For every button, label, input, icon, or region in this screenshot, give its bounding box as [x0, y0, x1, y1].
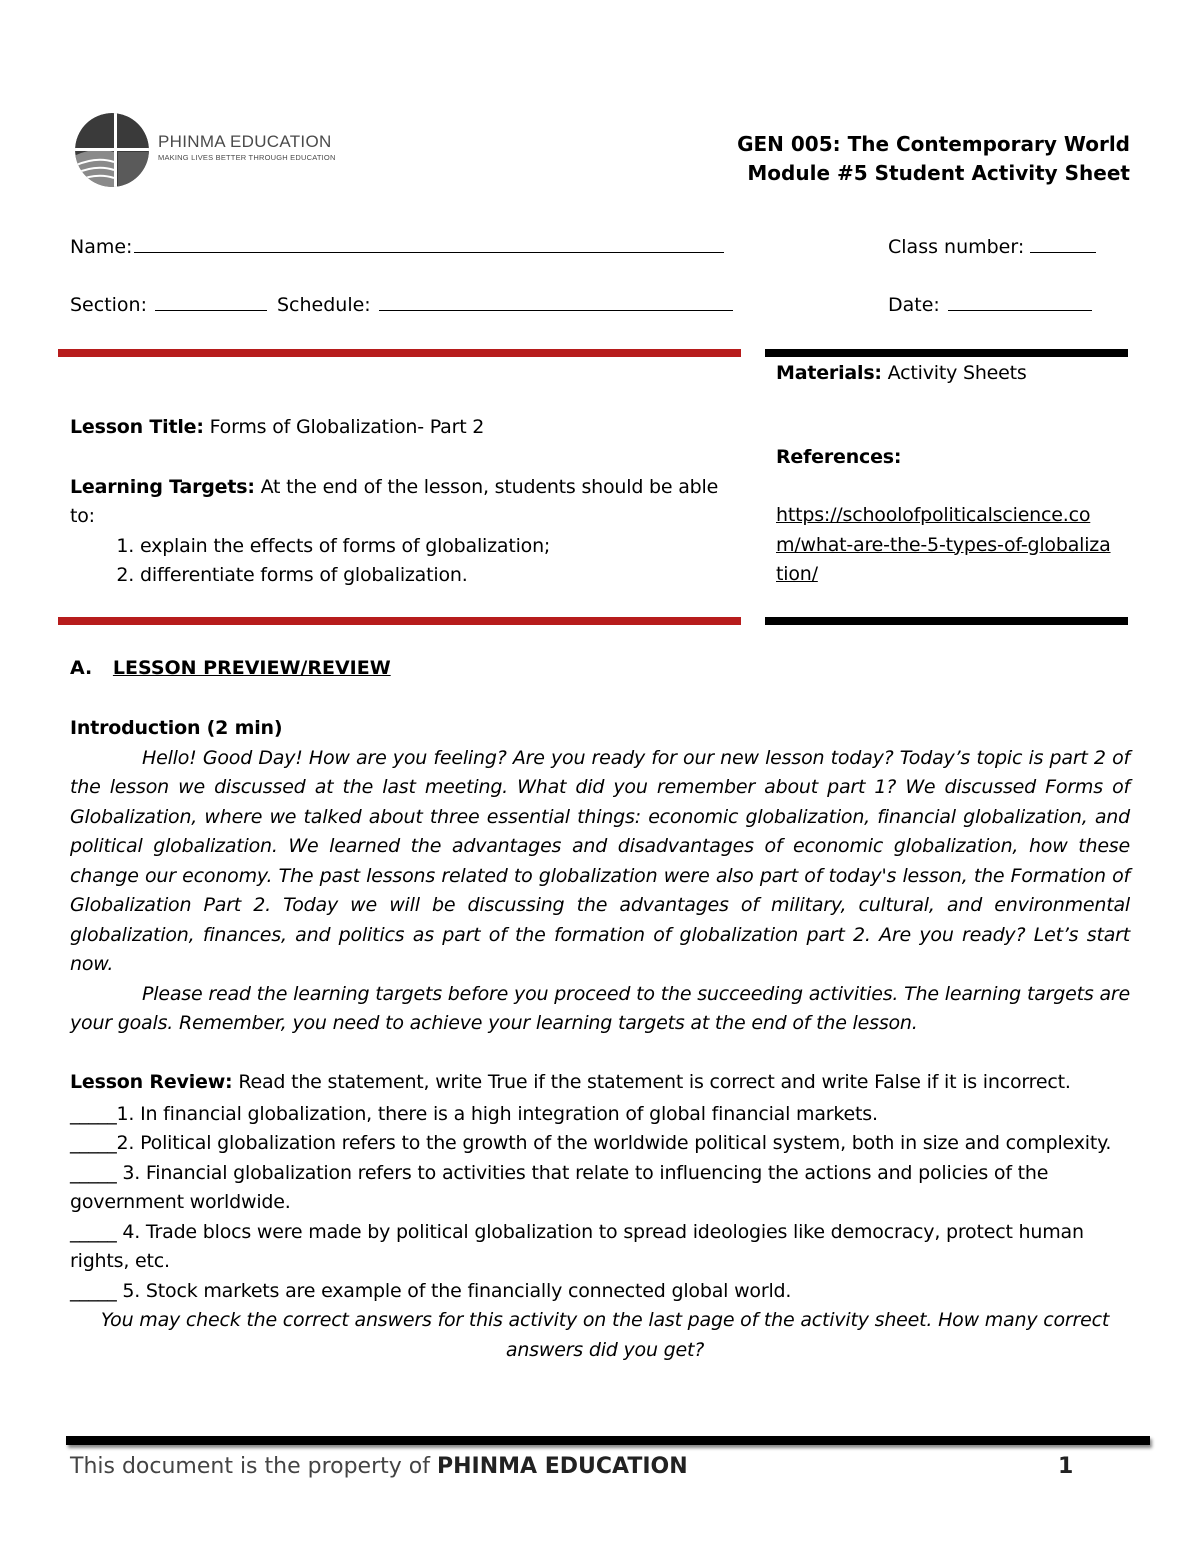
name-field[interactable] — [70, 234, 724, 258]
learning-targets — [70, 473, 730, 532]
date-field[interactable] — [888, 292, 1092, 316]
review-item[interactable]: _____ 5. Stock markets are example of the financially connected global world. — [70, 1279, 792, 1302]
review-instruction-line — [70, 1068, 1140, 1098]
section-label: Section: — [70, 294, 147, 316]
logo-text — [158, 132, 336, 162]
section-a-heading — [70, 657, 391, 679]
section-a-letter: A. — [70, 657, 93, 679]
review-closing: You may check the correct answers for this activity on the last page of the activity sheet. How many correct answers did you get? — [100, 1309, 1110, 1361]
materials — [776, 359, 1116, 389]
class-number-blank[interactable] — [1030, 234, 1096, 253]
lesson-title — [70, 413, 730, 443]
class-number-label: Class number: — [888, 236, 1025, 258]
course-subtitle: Module #5 Student Activity Sheet — [747, 161, 1130, 185]
learning-targets-label: Learning Targets: — [70, 475, 255, 498]
divider-bottom-black — [765, 617, 1128, 625]
learning-target-item: 2. differentiate forms of globalization. — [140, 561, 730, 591]
divider-top-black — [765, 349, 1128, 357]
footer-text — [70, 1454, 688, 1479]
divider-top-red — [58, 349, 741, 357]
lesson-review — [70, 1068, 1140, 1365]
logo-tagline: MAKING LIVES BETTER THROUGH EDUCATION — [158, 153, 336, 162]
schedule-label: Schedule: — [277, 294, 371, 316]
intro-paragraph-2: Please read the learning targets before you proceed to the succeeding activities. The learning targets are your goals. Remember, you need to achieve your learning targets at the end of the lesson. — [70, 982, 1130, 1034]
course-title: GEN 005: The Contemporary World — [737, 132, 1130, 156]
lesson-info — [70, 413, 730, 591]
review-item[interactable]: _____ 3. Financial globalization refers to activities that relate to influencing the actions and policies of the government worldwide. — [70, 1161, 1049, 1213]
section-blank[interactable] — [155, 292, 267, 311]
footer-brand: PHINMA EDUCATION — [436, 1454, 688, 1479]
review-instruction: Read the statement, write True if the statement is correct and write False if it is incorrect. — [238, 1071, 1071, 1093]
name-blank[interactable] — [134, 234, 724, 253]
section-field[interactable] — [70, 292, 267, 316]
page-number: 1 — [1058, 1454, 1074, 1479]
learning-target-item: 1. explain the effects of forms of globalization; — [140, 532, 730, 562]
date-label: Date: — [888, 294, 940, 316]
section-a-title: LESSON PREVIEW/REVIEW — [112, 657, 391, 679]
footer-bar — [66, 1436, 1150, 1445]
materials-references — [776, 359, 1116, 590]
divider-bottom-red — [58, 617, 741, 625]
footer-text-prefix: This document is the property of — [70, 1454, 437, 1479]
review-item[interactable]: _____ 4. Trade blocs were made by political globalization to spread ideologies like democracy, protect human rights, etc. — [70, 1220, 1084, 1272]
schedule-field[interactable] — [277, 292, 733, 316]
intro-paragraph-1: Hello! Good Day! How are you feeling? Are you ready for our new lesson today? Today’s topic is part 2 of the lesson we discussed at the last meeting. What did you remember about part 1? We discussed Forms of Globalization, where we talked about three essential things: economic globalization, financial globalization, and political globalization. We learned the advantages and disadvantages of economic globalization, how these change our economy. The past lessons related to globalization were also part of today's lesson, the Formation of Globalization Part 2. Today we will be discussing the advantages of military, cultural, and environmental globalization, finances, and politics as part of the formation of globalization part 2. Are you ready? Let’s start now. — [70, 746, 1130, 975]
date-blank[interactable] — [948, 292, 1092, 311]
schedule-blank[interactable] — [379, 292, 733, 311]
materials-label: Materials: — [776, 362, 882, 384]
course-header — [737, 130, 1130, 188]
logo-name: PHINMA EDUCATION — [158, 132, 332, 151]
name-label: Name: — [70, 236, 133, 258]
learning-targets-list — [70, 532, 730, 591]
intro-heading: Introduction (2 min) — [70, 717, 283, 739]
references-label: References: — [776, 445, 902, 468]
lesson-title-label: Lesson Title: — [70, 416, 204, 438]
materials-value: Activity Sheets — [887, 362, 1027, 384]
lesson-title-value: Forms of Globalization- Part 2 — [209, 416, 485, 438]
introduction — [70, 714, 1130, 1039]
review-label: Lesson Review: — [70, 1071, 233, 1093]
review-item[interactable]: _____2. Political globalization refers to the growth of the worldwide political system, both in size and complexity. — [70, 1132, 1112, 1154]
reference-link[interactable]: https://schoolofpoliticalscience.com/what-are-the-5-types-of-globalization/ — [776, 504, 1111, 585]
review-item[interactable]: _____1. In financial globalization, there is a high integration of global financial markets. — [70, 1102, 878, 1125]
learning-targets-intro: At the end of the lesson, students should be able to: — [70, 475, 719, 527]
class-number-field[interactable] — [888, 234, 1096, 258]
